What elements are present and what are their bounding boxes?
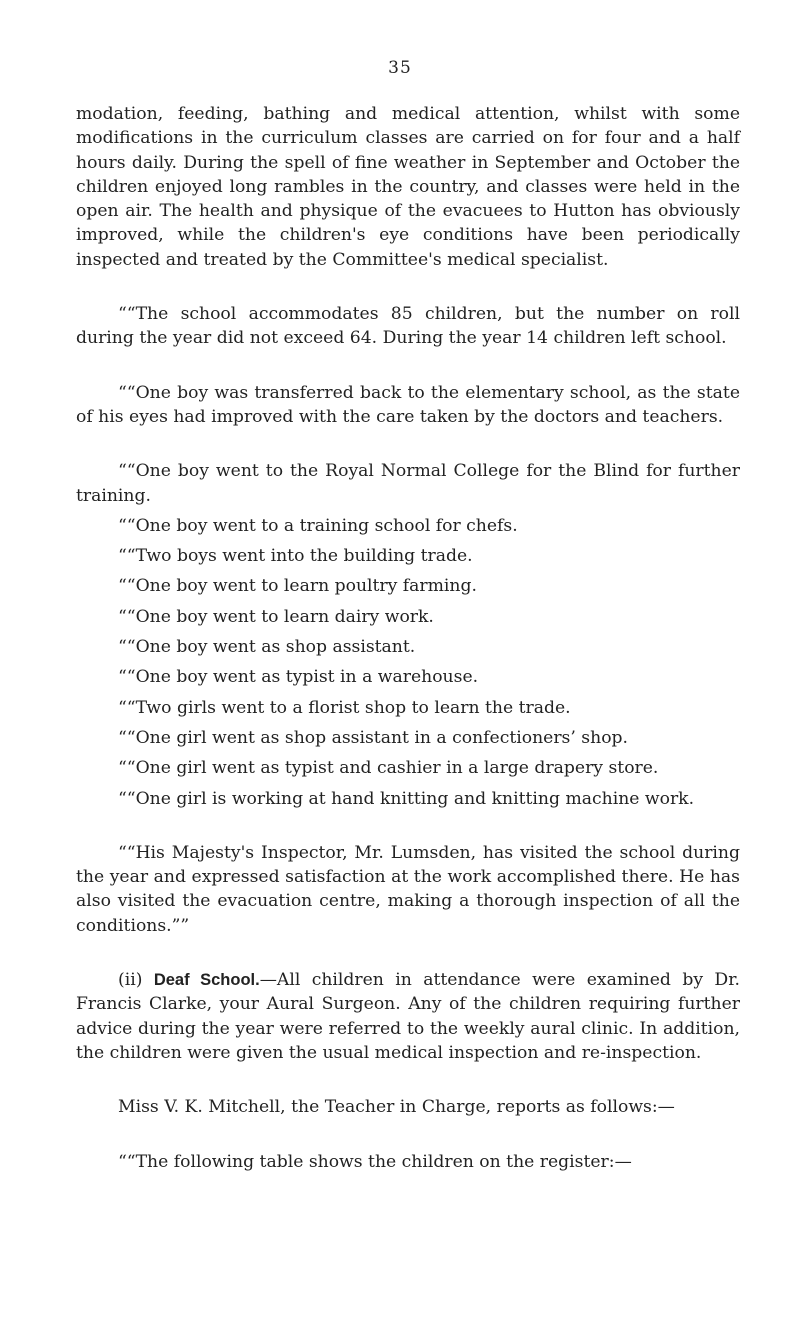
page-number: 35: [388, 58, 412, 78]
section-number: (ii): [118, 970, 154, 991]
paragraph-inspector-visit: ““His Majesty's Inspector, Mr. Lumsden, has visited the school during the year and expressed satisfaction at the work accomplished there. He has also visited the evacuation centre, making a thorough inspection of all the conditions.””: [76, 842, 740, 936]
list-item: ““One boy went to a training school for chefs.: [118, 515, 518, 536]
section-heading-deaf-school: Deaf School.: [153, 971, 260, 990]
section-body: —All children in attendance were examined by Dr. Francis Clarke, your Aural Surgeon. Any of the children requiring further advice during the year were referred to the weekly aural clinic. In addition, the children were given the usual medical inspection and re-inspection.: [76, 970, 741, 1063]
paragraph-teacher-report: Miss V. K. Mitchell, the Teacher in Charge, reports as follows:—: [118, 1097, 675, 1118]
list-item: ““One boy went as typist in a warehouse.: [118, 667, 479, 688]
list-item: ““One boy went as shop assistant.: [118, 637, 416, 658]
body-text: [76, 102, 740, 1174]
list-item: ““Two boys went into the building trade.: [118, 546, 473, 567]
paragraph-deaf-school: [76, 968, 740, 1065]
list-item: ““One boy went to learn dairy work.: [118, 606, 434, 627]
list-item: ““One boy went to learn poultry farming.: [118, 576, 477, 597]
list-item: ““One girl is working at hand knitting and knitting machine work.: [118, 788, 695, 809]
list-item: ““One girl went as typist and cashier in a large drapery store.: [118, 758, 659, 779]
list-item: ““One girl went as shop assistant in a confectioners’ shop.: [118, 727, 629, 748]
list-item: ““Two girls went to a florist shop to learn the trade.: [118, 697, 571, 718]
paragraph-register-intro: ““The following table shows the children on the register:—: [118, 1151, 632, 1172]
paragraph-evacuation-centre: modation, feeding, bathing and medical attention, whilst with some modifications in the curriculum classes are carried on for four and a half hours daily. During the spell of fine weather in September and October the children enjoyed long rambles in the country, and classes were held in the open air. The health and physique of the evacuees to Hutton has obviously improved, while the children's eye conditions have been periodically inspected and treated by the Committee's medical specialist.: [76, 104, 740, 270]
paragraph-royal-normal-college: ““One boy went to the Royal Normal College for the Blind for further training.: [76, 461, 740, 506]
paragraph-school-roll: ““The school accommodates 85 children, but the number on roll during the year did not exceed 64. During the year 14 children left school.: [76, 304, 740, 349]
paragraph-boy-transferred: ““One boy was transferred back to the elementary school, as the state of his eyes had improved with the care taken by the doctors and teachers.: [76, 382, 740, 427]
